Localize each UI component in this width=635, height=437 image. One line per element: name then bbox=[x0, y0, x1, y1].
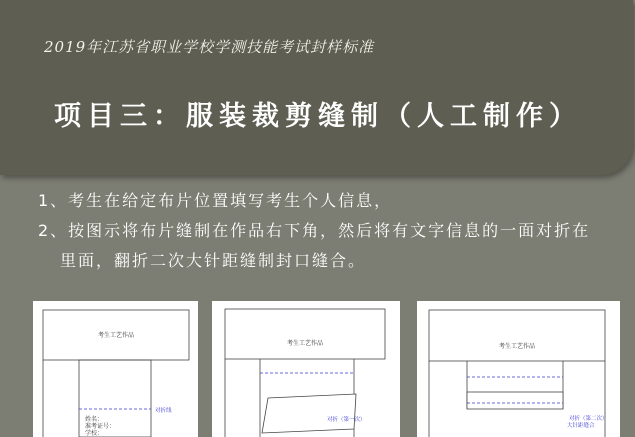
fold-line-label: 对折线 bbox=[155, 408, 172, 414]
title-banner bbox=[0, 0, 633, 175]
instruction-line-2: 2、按图示将布片缝制在作品右下角，然后将有文字信息的一面对折在 bbox=[38, 221, 591, 240]
instruction-line-3: 里面，翻折二次大针距缝制封口缝合。 bbox=[60, 251, 367, 270]
work-piece-outline bbox=[429, 310, 605, 361]
work-piece-label: 考生工艺作品 bbox=[97, 332, 135, 339]
id-field-label: 准考证号： bbox=[85, 423, 116, 430]
work-piece-label: 考生工艺作品 bbox=[286, 340, 324, 347]
diagram-step-2-drawing bbox=[212, 301, 400, 437]
stitch-label: 大针距缝合 bbox=[567, 423, 595, 429]
instructions-text bbox=[38, 186, 613, 276]
fold-step-label: 对折（第二次） bbox=[569, 416, 608, 422]
diagram-step-3 bbox=[417, 301, 620, 437]
work-piece-outline bbox=[225, 309, 385, 359]
instruction-line-1: 1、考生在给定布片位置填写考生个人信息， bbox=[38, 191, 393, 210]
slide-title: 项目三：服装裁剪缝制（人工制作） bbox=[54, 101, 582, 132]
school-field-label: 学校： bbox=[85, 430, 104, 437]
work-piece-label: 考生工艺作品 bbox=[498, 343, 536, 350]
diagram-step-2 bbox=[212, 301, 400, 437]
folded-flap bbox=[262, 394, 356, 433]
diagram-step-1-drawing bbox=[33, 301, 198, 437]
folded-band bbox=[467, 392, 563, 409]
diagram-step-1 bbox=[33, 301, 198, 437]
diagram-step-3-drawing bbox=[417, 301, 620, 437]
slide-subtitle: 2019年江苏省职业学校学测技能考试封样标准 bbox=[44, 38, 375, 56]
name-field-label: 姓名： bbox=[85, 416, 104, 423]
fold-step-label: 对折（第一次） bbox=[327, 417, 366, 423]
